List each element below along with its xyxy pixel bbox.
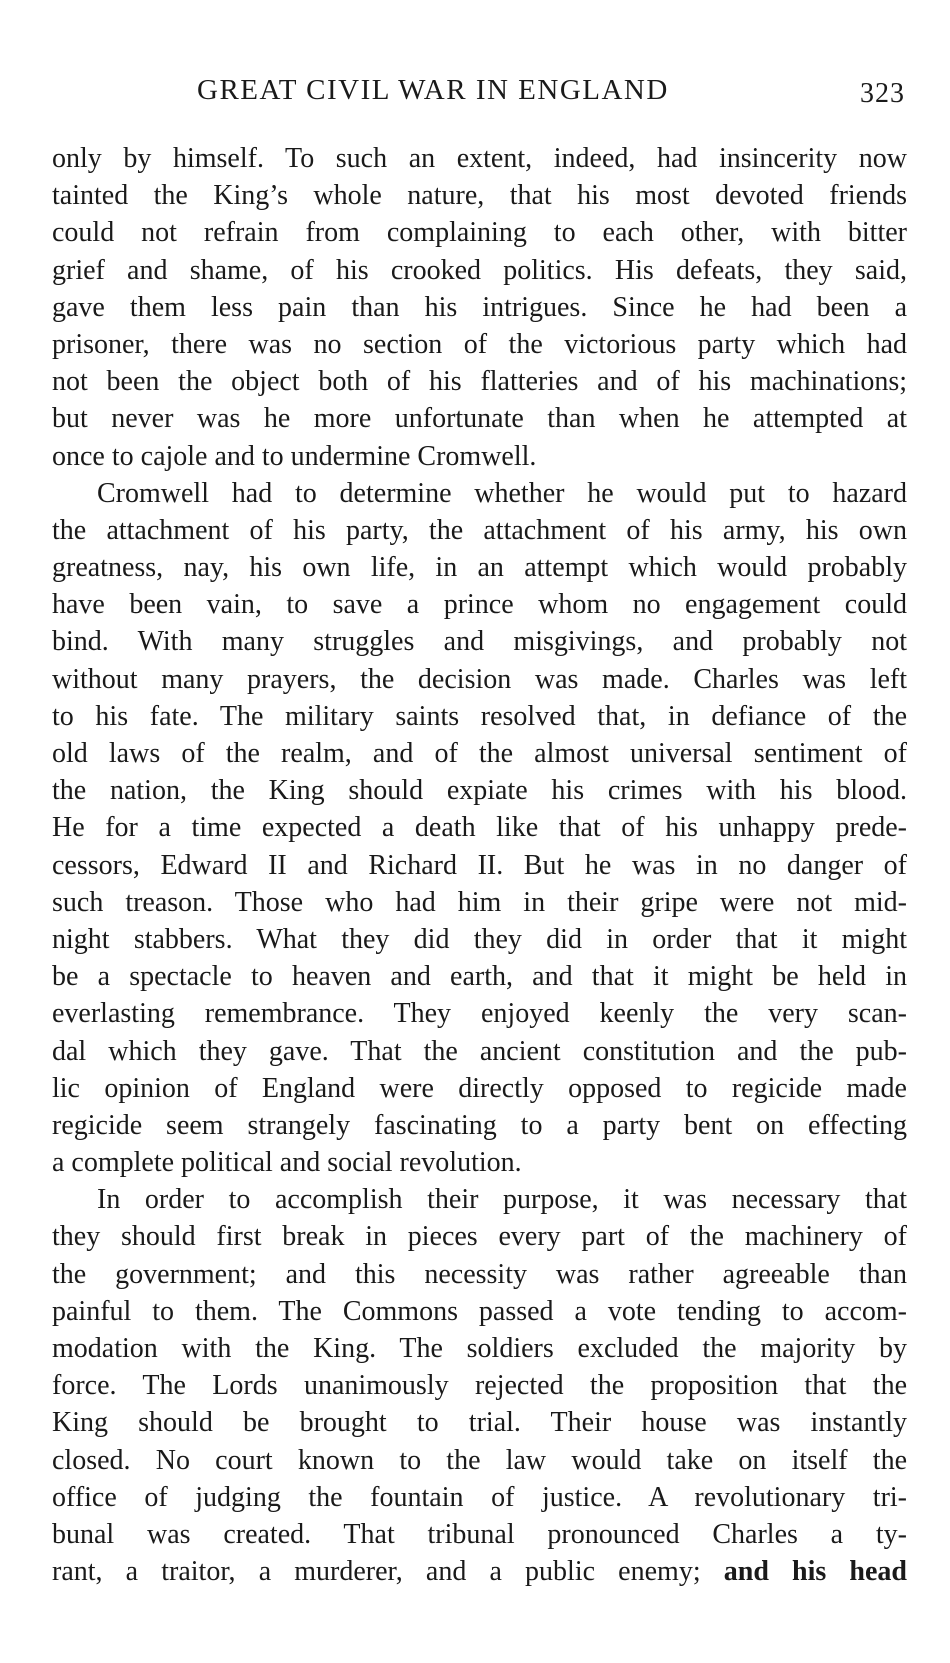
final-line-bold-text: and his head (723, 1556, 907, 1588)
running-title: GREAT CIVIL WAR IN ENGLAND (197, 74, 669, 106)
text-line: but never was he more unfortunate than when he attempted at (52, 403, 907, 435)
final-line-text: rant, a traitor, a murderer, and a public enemy; (52, 1556, 724, 1588)
text-line: dal which they gave. That the ancient constitution and the pub- (52, 1035, 907, 1067)
text-line: closed. No court known to the law would take on itself the (52, 1444, 907, 1476)
text-line: gave them less pain than his intrigues. Since he had been a (52, 291, 907, 323)
text-line: the nation, the King should expiate his crimes with his blood. (52, 775, 907, 807)
text-line: could not refrain from complaining to each other, with bitter (52, 217, 907, 249)
text-line: bunal was created. That tribunal pronounced Charles a ty- (52, 1518, 907, 1550)
text-line: not been the object both of his flatteries and of his machinations; (52, 366, 907, 398)
text-line: lic opinion of England were directly opposed to regicide made (52, 1072, 907, 1104)
text-line: they should first break in pieces every part of the machinery of (52, 1221, 907, 1253)
running-head (52, 74, 907, 114)
text-line: Cromwell had to determine whether he would put to hazard (97, 477, 907, 509)
text-line: office of judging the fountain of justice. A revolutionary tri- (52, 1481, 907, 1513)
text-line: night stabbers. What they did they did in order that it might (52, 923, 907, 955)
text-line: be a spectacle to heaven and earth, and that it might be held in (52, 961, 907, 993)
text-line: without many prayers, the decision was made. Charles was left (52, 663, 907, 695)
text-line: force. The Lords unanimously rejected the proposition that the (52, 1370, 907, 1402)
text-line: old laws of the realm, and of the almost universal sentiment of (52, 738, 907, 769)
paragraph-1 (52, 140, 907, 475)
paragraph-3 (52, 1181, 907, 1590)
text-line: King should be brought to trial. Their house was instantly (52, 1407, 907, 1439)
text-line: cessors, Edward II and Richard II. But he was in no danger of (52, 849, 907, 881)
text-line: bind. With many struggles and misgivings, and probably not (52, 626, 907, 658)
text-line: everlasting remembrance. They enjoyed keenly the very scan- (52, 998, 907, 1030)
text-line: once to cajole and to undermine Cromwell. (52, 440, 537, 472)
paragraph-2 (52, 475, 907, 1182)
text-line: In order to accomplish their purpose, it was necessary that (97, 1184, 907, 1216)
text-line: the attachment of his party, the attachment of his army, his own (52, 514, 907, 546)
text-line: prisoner, there was no section of the victorious party which had (52, 328, 907, 360)
text-line: such treason. Those who had him in their gripe were not mid- (52, 886, 907, 918)
text-line: have been vain, to save a prince whom no engagement could (52, 589, 907, 621)
page-number: 323 (860, 78, 905, 109)
text-line: He for a time expected a death like that of his unhappy prede- (52, 812, 907, 844)
text-line: modation with the King. The soldiers excluded the majority by (52, 1333, 907, 1364)
text-line: regicide seem strangely fascinating to a party bent on effecting (52, 1109, 907, 1141)
text-line: the government; and this necessity was rather agreeable than (52, 1258, 907, 1290)
text-line: a complete political and social revolution. (52, 1147, 522, 1179)
text-line: tainted the King’s whole nature, that his most devoted friends (52, 180, 907, 212)
text-line: painful to them. The Commons passed a vote tending to accom- (52, 1295, 907, 1327)
body-text (52, 140, 907, 1590)
text-line: to his fate. The military saints resolved that, in defiance of the (52, 700, 907, 732)
text-line: grief and shame, of his crooked politics. His defeats, they said, (52, 254, 907, 286)
text-line: only by himself. To such an extent, indeed, had insincerity now (52, 143, 907, 174)
text-line: greatness, nay, his own life, in an attempt which would probably (52, 552, 907, 584)
text-line-final (52, 1553, 907, 1590)
